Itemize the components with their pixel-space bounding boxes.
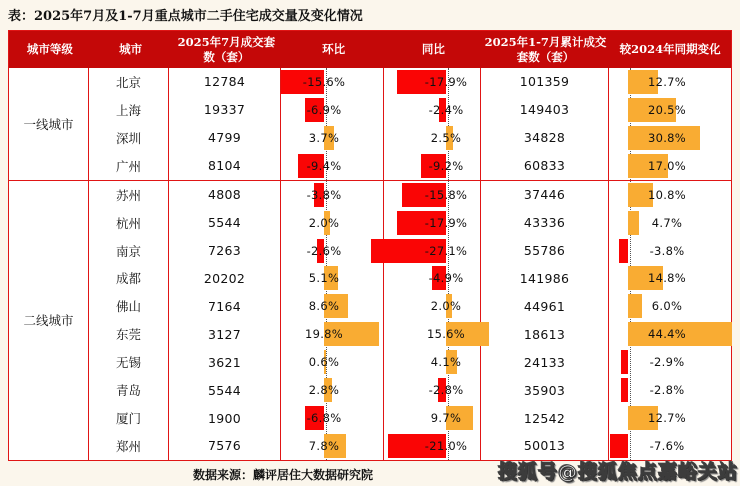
tier-label: 二线城市 <box>9 181 89 460</box>
table-row <box>89 152 731 180</box>
percent-value: 6.0% <box>651 299 683 314</box>
percent-value: 9.7% <box>430 411 462 426</box>
vs-2024-cell <box>609 237 731 265</box>
jul-volume: 7263 <box>169 237 281 265</box>
yoy-cell <box>384 68 481 96</box>
percent-value: -2.8% <box>428 383 464 398</box>
percent-value: -21.0% <box>424 438 468 453</box>
jul-volume: 3621 <box>169 348 281 376</box>
vs-2024-cell <box>609 404 731 432</box>
yoy-cell <box>384 96 481 124</box>
percent-value: -15.8% <box>424 187 468 202</box>
city-name: 深圳 <box>89 124 169 152</box>
jul-volume: 8104 <box>169 152 281 180</box>
cum-volume: 44961 <box>481 292 609 320</box>
percent-value: 2.5% <box>430 130 462 145</box>
mom-cell <box>281 404 384 432</box>
percent-value: 30.8% <box>647 130 687 145</box>
table-row <box>89 209 731 237</box>
data-source-note: 数据来源：麟评居住大数据研究院 <box>193 468 374 482</box>
percent-value: -9.2% <box>428 158 464 173</box>
percent-value: -17.9% <box>424 74 468 89</box>
cum-volume: 60833 <box>481 152 609 180</box>
percent-value: 4.1% <box>430 355 462 370</box>
vs-2024-cell <box>609 320 731 348</box>
negative-bar <box>610 434 628 458</box>
header-cum-volume: 2025年1-7月累计成交套数（套） <box>484 35 607 64</box>
table-title: 表：2025年7月及1-7月重点城市二手住宅成交量及变化情况 <box>8 9 363 24</box>
percent-value: 5.1% <box>308 271 340 286</box>
yoy-cell <box>384 348 481 376</box>
percent-value: 19.8% <box>304 327 344 342</box>
city-name: 杭州 <box>89 209 169 237</box>
percent-value: -7.6% <box>649 438 685 453</box>
percent-value: 2.8% <box>308 383 340 398</box>
vs-2024-cell <box>609 209 731 237</box>
header-jul-volume: 2025年7月成交套数（套） <box>177 35 276 64</box>
mom-cell <box>281 181 384 209</box>
cum-volume: 101359 <box>481 68 609 96</box>
cum-volume: 35903 <box>481 376 609 404</box>
yoy-cell <box>384 181 481 209</box>
yoy-cell <box>384 376 481 404</box>
vs-2024-cell <box>609 152 731 180</box>
negative-bar <box>619 239 628 263</box>
table-row <box>89 404 731 432</box>
yoy-cell <box>384 124 481 152</box>
header-vs-2024: 较2024年同期变化 <box>619 42 721 57</box>
city-name: 佛山 <box>89 292 169 320</box>
mom-cell <box>281 152 384 180</box>
percent-value: -4.9% <box>428 271 464 286</box>
table-row <box>89 348 731 376</box>
percent-value: 12.7% <box>647 411 687 426</box>
cum-volume: 34828 <box>481 124 609 152</box>
table-row <box>89 237 731 265</box>
yoy-cell <box>384 404 481 432</box>
percent-value: -2.6% <box>306 243 342 258</box>
jul-volume: 4808 <box>169 181 281 209</box>
percent-value: -6.8% <box>306 411 342 426</box>
city-name: 厦门 <box>89 404 169 432</box>
vs-2024-cell <box>609 181 731 209</box>
tier-rows <box>89 181 731 460</box>
cum-volume: 50013 <box>481 432 609 460</box>
mom-cell <box>281 209 384 237</box>
sohu-watermark: 搜狐号@搜狐焦点嘉峪关站 <box>497 461 738 483</box>
percent-value: -17.9% <box>424 215 468 230</box>
table-row <box>89 292 731 320</box>
percent-value: 3.7% <box>308 130 340 145</box>
cum-volume: 141986 <box>481 264 609 292</box>
data-table <box>8 30 732 461</box>
table-row <box>89 320 731 348</box>
cum-volume: 12542 <box>481 404 609 432</box>
tier-section <box>9 180 731 460</box>
negative-bar <box>621 350 628 374</box>
cum-volume: 43336 <box>481 209 609 237</box>
mom-cell <box>281 432 384 460</box>
cum-volume: 24133 <box>481 348 609 376</box>
header-city-tier: 城市等级 <box>26 42 73 57</box>
vs-2024-cell <box>609 264 731 292</box>
table-row <box>89 124 731 152</box>
jul-volume: 5544 <box>169 376 281 404</box>
tier-rows <box>89 68 731 180</box>
vs-2024-cell <box>609 96 731 124</box>
positive-bar <box>628 294 642 318</box>
city-name: 青岛 <box>89 376 169 404</box>
city-name: 上海 <box>89 96 169 124</box>
percent-value: 2.0% <box>308 215 340 230</box>
jul-volume: 1900 <box>169 404 281 432</box>
yoy-cell <box>384 152 481 180</box>
table-row <box>89 181 731 209</box>
percent-value: -3.8% <box>306 187 342 202</box>
header-yoy: 同比 <box>421 42 445 57</box>
percent-value: -2.8% <box>649 383 685 398</box>
percent-value: -3.8% <box>649 243 685 258</box>
table-row <box>89 68 731 96</box>
percent-value: 8.6% <box>308 299 340 314</box>
jul-volume: 4799 <box>169 124 281 152</box>
mom-cell <box>281 264 384 292</box>
table-row <box>89 376 731 404</box>
yoy-cell <box>384 320 481 348</box>
percent-value: 4.7% <box>651 215 683 230</box>
percent-value: 14.8% <box>647 271 687 286</box>
negative-bar <box>621 378 628 402</box>
percent-value: 20.5% <box>647 102 687 117</box>
vs-2024-cell <box>609 124 731 152</box>
vs-2024-cell <box>609 68 731 96</box>
mom-cell <box>281 237 384 265</box>
positive-bar <box>628 211 639 235</box>
mom-cell <box>281 348 384 376</box>
mom-cell <box>281 96 384 124</box>
yoy-cell <box>384 264 481 292</box>
yoy-cell <box>384 292 481 320</box>
header-city: 城市 <box>119 42 143 57</box>
mom-cell <box>281 376 384 404</box>
vs-2024-cell <box>609 348 731 376</box>
city-name: 苏州 <box>89 181 169 209</box>
cum-volume: 37446 <box>481 181 609 209</box>
tier-label: 一线城市 <box>9 68 89 180</box>
cum-volume: 55786 <box>481 237 609 265</box>
mom-cell <box>281 68 384 96</box>
yoy-cell <box>384 209 481 237</box>
city-name: 北京 <box>89 68 169 96</box>
cum-volume: 149403 <box>481 96 609 124</box>
percent-value: 12.7% <box>647 74 687 89</box>
percent-value: -15.6% <box>302 74 346 89</box>
city-name: 无锡 <box>89 348 169 376</box>
vs-2024-cell <box>609 432 731 460</box>
table-row <box>89 432 731 460</box>
city-name: 郑州 <box>89 432 169 460</box>
city-name: 成都 <box>89 264 169 292</box>
table-body <box>9 68 731 460</box>
table-row <box>89 264 731 292</box>
percent-value: 17.0% <box>647 158 687 173</box>
mom-cell <box>281 320 384 348</box>
jul-volume: 7576 <box>169 432 281 460</box>
percent-value: 0.6% <box>308 355 340 370</box>
percent-value: 44.4% <box>647 327 687 342</box>
table-header-row <box>9 31 731 68</box>
tier-section <box>9 68 731 180</box>
percent-value: 2.0% <box>430 299 462 314</box>
percent-value: -27.1% <box>424 243 468 258</box>
vs-2024-cell <box>609 376 731 404</box>
city-name: 广州 <box>89 152 169 180</box>
yoy-cell <box>384 237 481 265</box>
jul-volume: 7164 <box>169 292 281 320</box>
percent-value: 7.8% <box>308 438 340 453</box>
city-name: 东莞 <box>89 320 169 348</box>
percent-value: -6.9% <box>306 102 342 117</box>
percent-value: -2.4% <box>428 102 464 117</box>
percent-value: -2.9% <box>649 355 685 370</box>
jul-volume: 20202 <box>169 264 281 292</box>
mom-cell <box>281 124 384 152</box>
header-mom: 环比 <box>322 42 346 57</box>
jul-volume: 3127 <box>169 320 281 348</box>
jul-volume: 19337 <box>169 96 281 124</box>
yoy-cell <box>384 432 481 460</box>
table-row <box>89 96 731 124</box>
percent-value: 10.8% <box>647 187 687 202</box>
mom-cell <box>281 292 384 320</box>
cum-volume: 18613 <box>481 320 609 348</box>
jul-volume: 12784 <box>169 68 281 96</box>
percent-value: -9.4% <box>306 158 342 173</box>
jul-volume: 5544 <box>169 209 281 237</box>
vs-2024-cell <box>609 292 731 320</box>
percent-value: 15.6% <box>426 327 466 342</box>
city-name: 南京 <box>89 237 169 265</box>
